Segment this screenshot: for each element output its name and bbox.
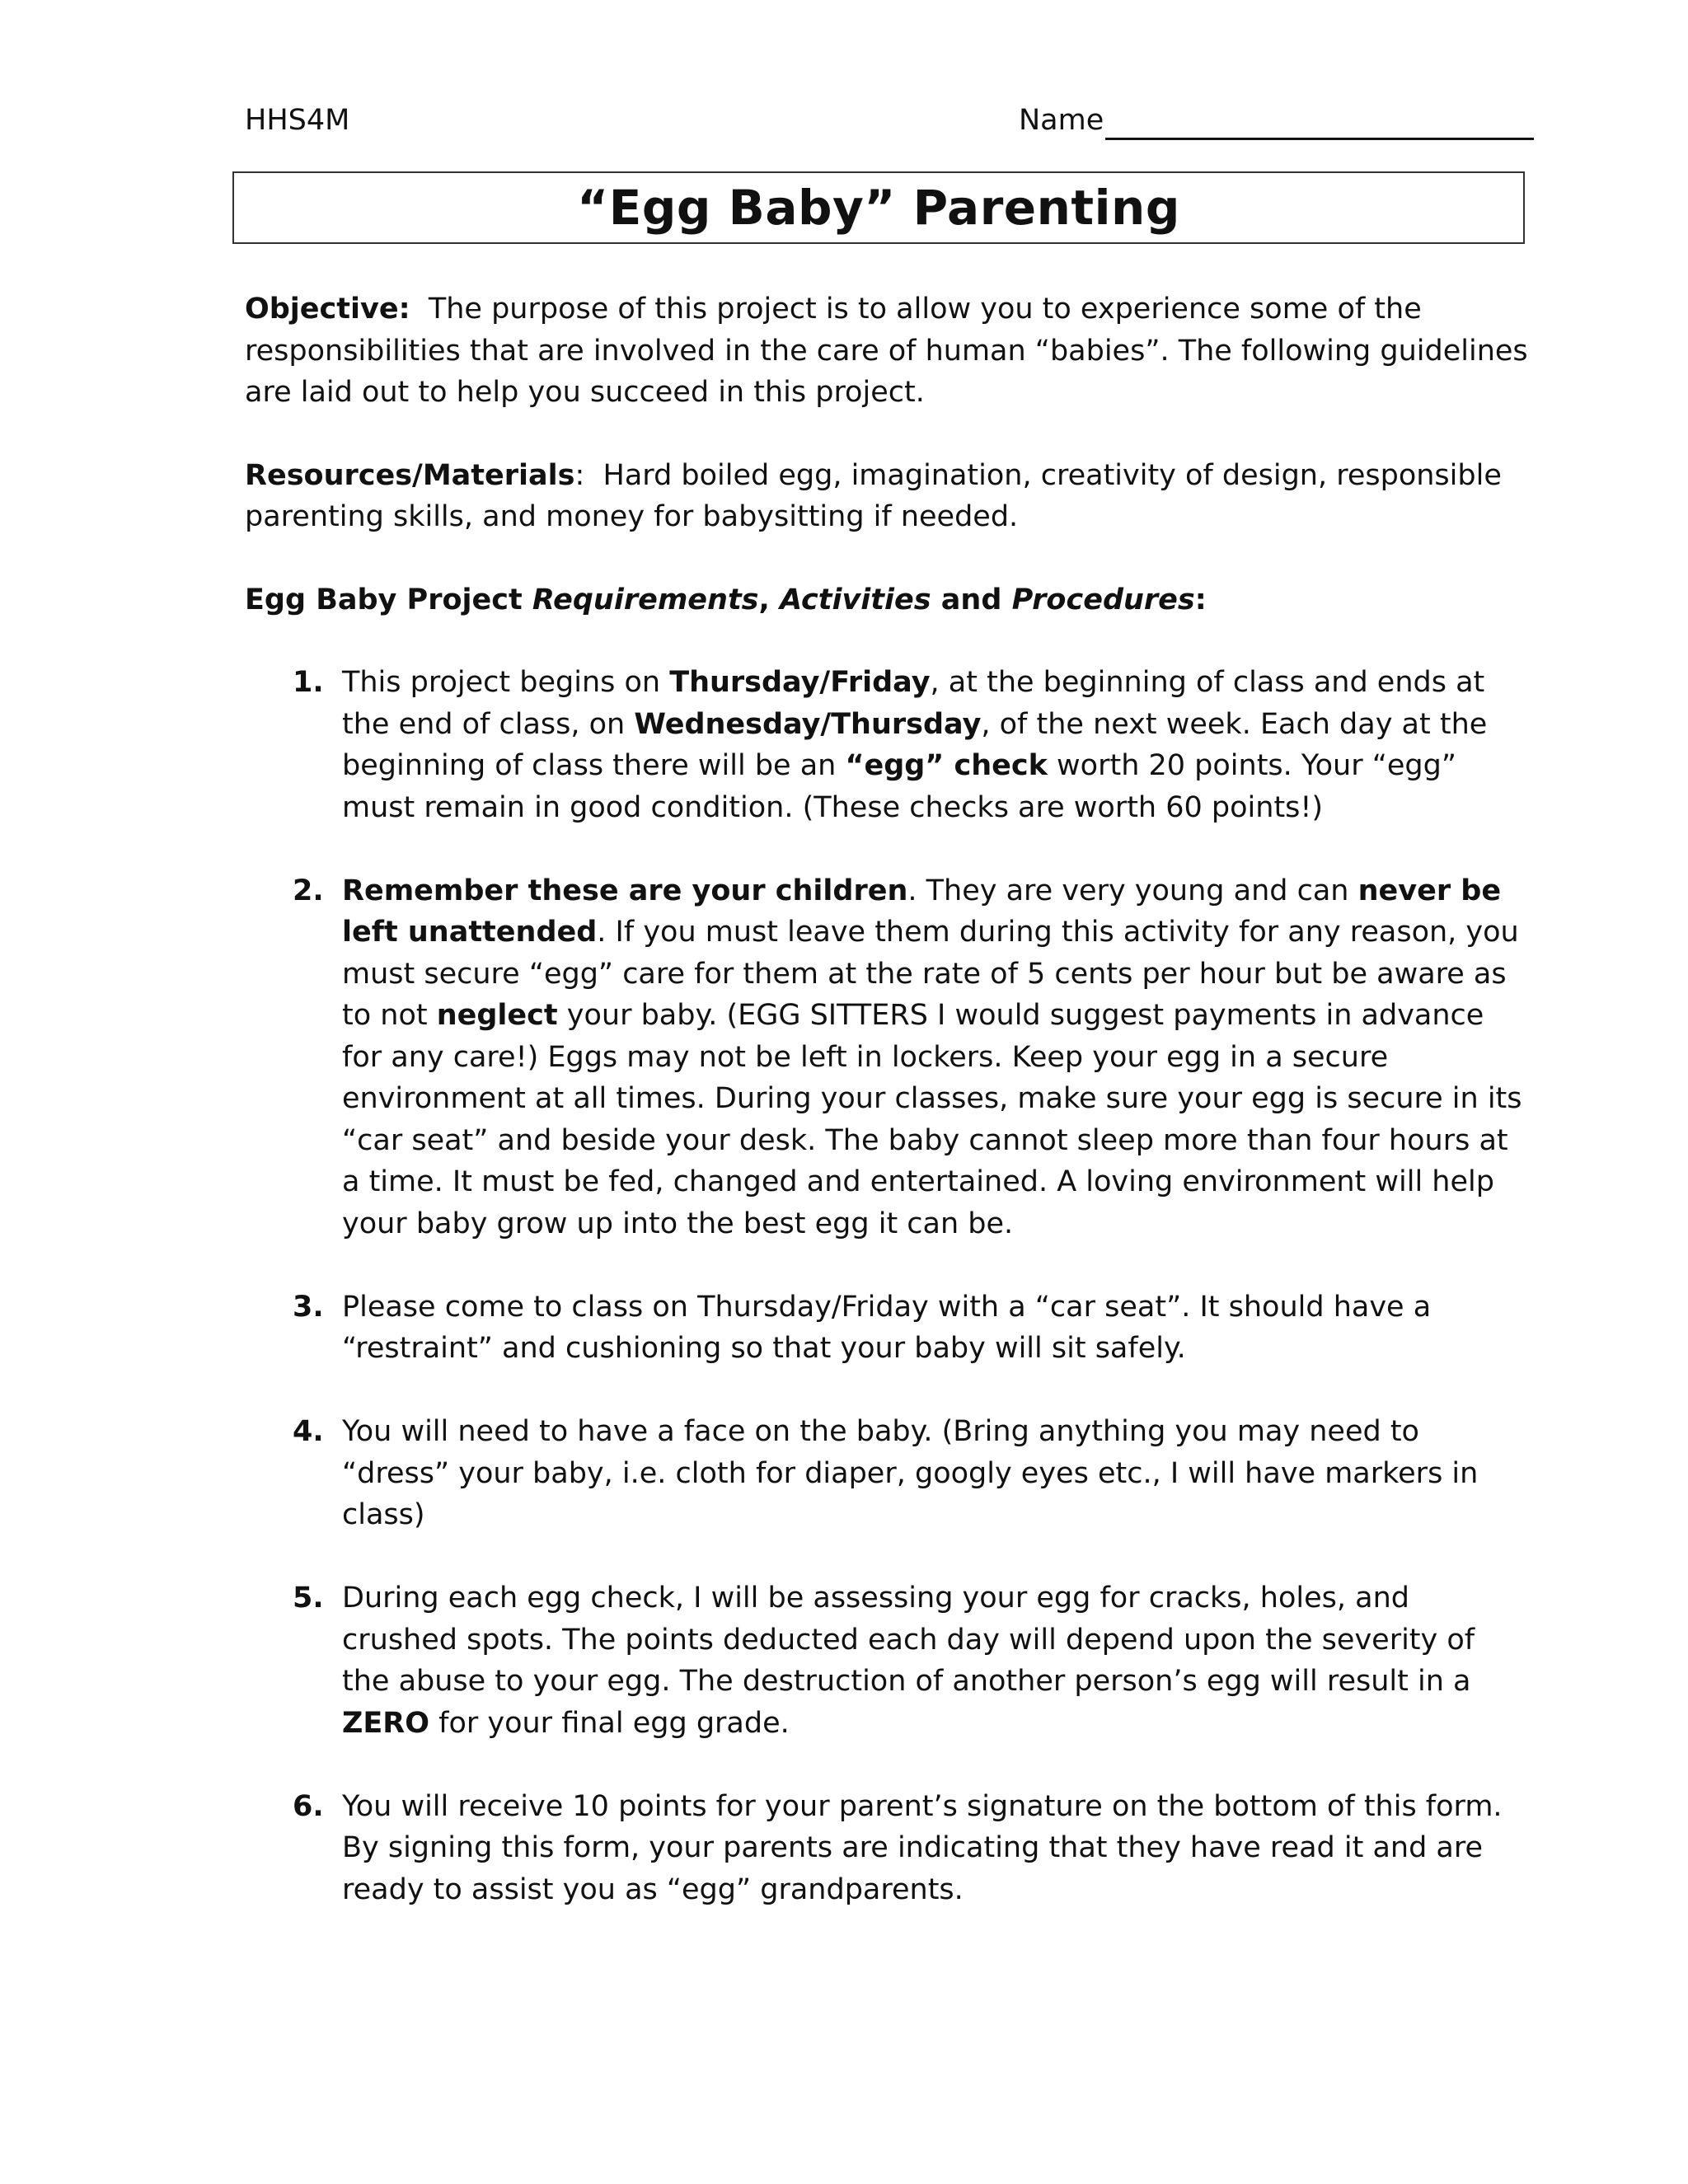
item-number: 1. (293, 666, 324, 699)
resources-colon: : (574, 458, 585, 492)
item-text: your baby. (EGG SITTERS I would suggest payments in advance for any care!) Eggs may not be left in lockers. Keep your egg in a secure environment at all times. During your classes, make sure your egg is secure in its “car seat” and beside your desk. The baby cannot sleep more than four hours at a time. It must be fed, changed and entertained. A loving environment will help your baby grow up into the best egg it can be. (342, 999, 1522, 1240)
resources-text: Hard boiled egg, imagination, creativity of design, responsible parenting skills, and money for babysitting if needed. (245, 458, 1502, 533)
requirements-heading-part1: Egg Baby Project (245, 583, 532, 616)
resources-label: Resources/Materials (245, 458, 575, 492)
item-bold: neglect (436, 999, 558, 1032)
document-body (245, 288, 1531, 1952)
item-number: 6. (293, 1789, 324, 1823)
requirements-heading (245, 579, 1531, 621)
item-text: . They are very young and can (907, 874, 1358, 907)
resources-paragraph (245, 455, 1531, 538)
name-blank-line[interactable] (1105, 108, 1534, 140)
list-item (245, 1411, 1531, 1536)
objective-label: Objective: (245, 293, 410, 326)
requirements-colon: : (1194, 583, 1207, 616)
item-bold: Thursday/Friday (669, 666, 931, 699)
requirements-word: Requirements (532, 583, 759, 616)
item-bold: ZERO (342, 1706, 429, 1740)
objective-paragraph (245, 288, 1531, 414)
list-item (245, 1286, 1531, 1370)
item-text: Please come to class on Thursday/Friday with a “car seat”. It should have a “restraint” and cushioning so that your baby will sit safely. (342, 1290, 1432, 1365)
item-text: You will need to have a face on the baby. (Bring anything you may need to “dress” your baby, i.e. cloth for diaper, googly eyes etc., I will have markers in class) (342, 1415, 1479, 1531)
item-text: . If you must leave them during this activity for any reason, you must secure “egg” care for them at the rate of 5 cents per hour but be aware as to not (342, 916, 1519, 1032)
title-box (232, 171, 1525, 244)
list-item (245, 870, 1531, 1245)
item-text: , of the next week. Each day at the beginning of class there will be an (342, 707, 1488, 782)
name-label: Name (1019, 104, 1104, 137)
item-bold: never be left unattended (342, 874, 1502, 949)
item-text: During each egg check, I will be assessing your egg for cracks, holes, and crushed spots. The points deducted each day will depend upon the severity of the abuse to your egg. The destruction of another person’s egg will result in a (342, 1582, 1475, 1698)
requirements-list (245, 662, 1531, 1910)
item-bold: “egg” check (845, 749, 1048, 782)
list-item (245, 1786, 1531, 1911)
activities-word: Activities (780, 583, 931, 616)
requirements-comma: , (758, 583, 780, 616)
requirements-and: and (931, 583, 1012, 616)
course-code: HHS4M (245, 104, 350, 137)
item-text: for your final egg grade. (429, 1706, 790, 1740)
item-text: This project begins on (342, 666, 670, 699)
objective-text: The purpose of this project is to allow you to experience some of the responsibilities that are involved in the care of human “babies”. The following guidelines are laid out to help you succeed in this project. (245, 293, 1528, 409)
item-text: worth 20 points. Your “egg” must remain in good condition. (These checks are worth 60 points!) (342, 749, 1456, 824)
item-number: 3. (293, 1290, 324, 1324)
item-text: , at the beginning of class and ends at the end of class, on (342, 666, 1485, 741)
item-number: 4. (293, 1415, 324, 1448)
name-field (1019, 101, 1534, 140)
item-bold: Remember these are your children (342, 874, 908, 907)
procedures-word: Procedures (1011, 583, 1195, 616)
item-number: 5. (293, 1582, 324, 1615)
list-item (245, 662, 1531, 828)
list-item (245, 1577, 1531, 1744)
item-number: 2. (293, 874, 324, 907)
item-bold: Wednesday/Thursday (634, 707, 982, 741)
item-text: You will receive 10 points for your parent’s signature on the bottom of this form. By signing this form, your parents are indicating that they have read it and are ready to assist you as “egg” grandparents. (342, 1789, 1503, 1906)
page-title: “Egg Baby” Parenting (577, 180, 1180, 236)
